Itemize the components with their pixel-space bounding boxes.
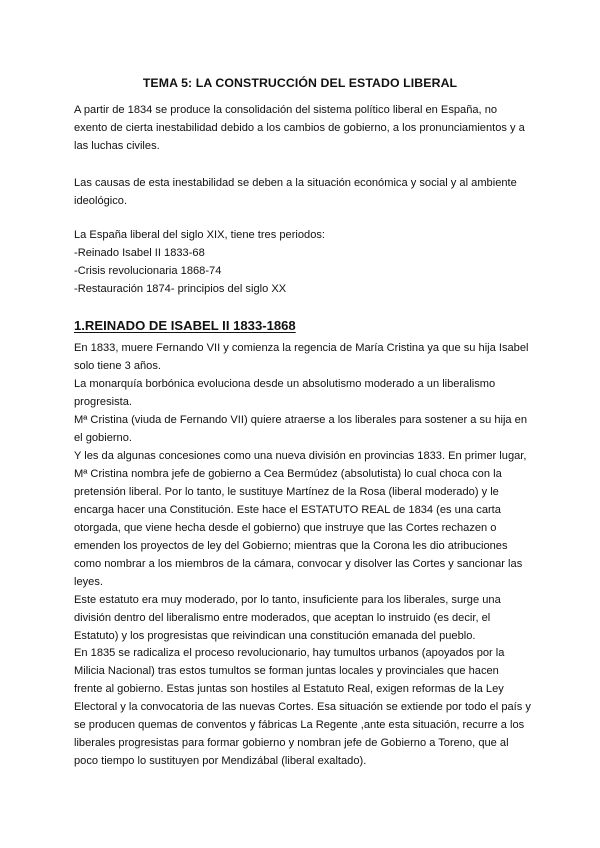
section-heading: 1.REINADO DE ISABEL II 1833-1868 bbox=[74, 318, 296, 333]
text-line: pretensión liberal. Por lo tanto, le sustituye Martínez de la Rosa (liberal moderado) y le bbox=[74, 486, 499, 498]
text-line: Este estatuto era muy moderado, por lo tanto, insuficiente para los liberales, surge una bbox=[74, 594, 501, 606]
text-line: Milicia Nacional) tras estos tumultos se forman juntas locales y provinciales que hacen bbox=[74, 665, 499, 677]
text-line: A partir de 1834 se produce la consolidación del sistema político liberal en España, no bbox=[74, 104, 498, 116]
section-body-paragraph-2 bbox=[74, 644, 544, 770]
text-line: La España liberal del siglo XIX, tiene tres periodos: bbox=[74, 229, 325, 241]
text-line: ideológico. bbox=[74, 195, 128, 207]
text-line: como nombrar a los miembros de la cámara, convocar y disolver las Cortes y sancionar las bbox=[74, 558, 523, 570]
text-line: poco tiempo lo sustituyen por Mendizábal (liberal exaltado). bbox=[74, 755, 367, 767]
text-line: las luchas civiles. bbox=[74, 140, 160, 152]
list-item: -Restauración 1874- principios del siglo XX bbox=[74, 283, 287, 295]
text-line: Estatuto) y los progresistas que reivindican una constitución emanada del pueblo. bbox=[74, 630, 476, 642]
text-line: Mª Cristina (viuda de Fernando VII) quiere atraerse a los liberales para sostener a su hija en bbox=[74, 414, 528, 426]
text-line: En 1833, muere Fernando VII y comienza la regencia de María Cristina ya que su hija Isabel bbox=[74, 342, 529, 354]
text-line: En 1835 se radicaliza el proceso revolucionario, hay tumultos urbanos (apoyados por la bbox=[74, 647, 505, 659]
document-title: TEMA 5: LA CONSTRUCCIÓN DEL ESTADO LIBERAL bbox=[142, 76, 458, 90]
text-line: encarga hacer una Constitución. Este hace el ESTATUTO REAL de 1834 (es una carta bbox=[74, 504, 501, 516]
text-line: Y les da algunas concesiones como una nueva división en provincias 1833. En primer lugar, bbox=[74, 450, 527, 462]
text-line: otorgada, que viene hecha desde el gobierno) que instruye que las Cortes rechazen o bbox=[74, 522, 497, 534]
text-line: Mª Cristina nombra jefe de gobierno a Cea Bermúdez (absolutista) lo cual choca con la bbox=[74, 468, 502, 480]
text-line: liberales progresistas para formar gobierno y nombran jefe de Gobierno a Toreno, que al bbox=[74, 737, 509, 749]
intro-paragraph bbox=[74, 101, 544, 155]
text-line: emenden los proyectos de ley del Gobierno; mientras que la Corona les dio atribuciones bbox=[74, 540, 508, 552]
text-line: frente al gobierno. Estas juntas son hostiles al Estatuto Real, exigen reformas de la Ley bbox=[74, 683, 504, 695]
text-line: Electoral y la convocatoria de las nuevas Cortes. Esa situación se extiende por todo el país y bbox=[74, 701, 531, 713]
text-line: división dentro del liberalismo entre moderados, que aceptan lo instruido (es decir, el bbox=[74, 612, 491, 624]
text-line: progresista. bbox=[74, 396, 132, 408]
causes-paragraph bbox=[74, 174, 544, 210]
text-line: La monarquía borbónica evoluciona desde un absolutismo moderado a un liberalismo bbox=[74, 378, 496, 390]
text-line: solo tiene 3 años. bbox=[74, 360, 161, 372]
list-item: -Reinado Isabel II 1833-68 bbox=[74, 247, 205, 259]
text-line: el gobierno. bbox=[74, 432, 132, 444]
list-item: -Crisis revolucionaria 1868-74 bbox=[74, 265, 222, 277]
periods-list bbox=[74, 226, 544, 298]
section-body-paragraph bbox=[74, 339, 544, 645]
text-line: leyes. bbox=[74, 576, 103, 588]
text-line: exento de cierta inestabilidad debido a los cambios de gobierno, a los pronunciamientos y a bbox=[74, 122, 525, 134]
text-line: Las causas de esta inestabilidad se deben a la situación económica y social y al ambiente bbox=[74, 177, 517, 189]
text-line: se producen quemas de conventos y fábricas La Regente ,ante esta situación, recurre a los bbox=[74, 719, 525, 731]
